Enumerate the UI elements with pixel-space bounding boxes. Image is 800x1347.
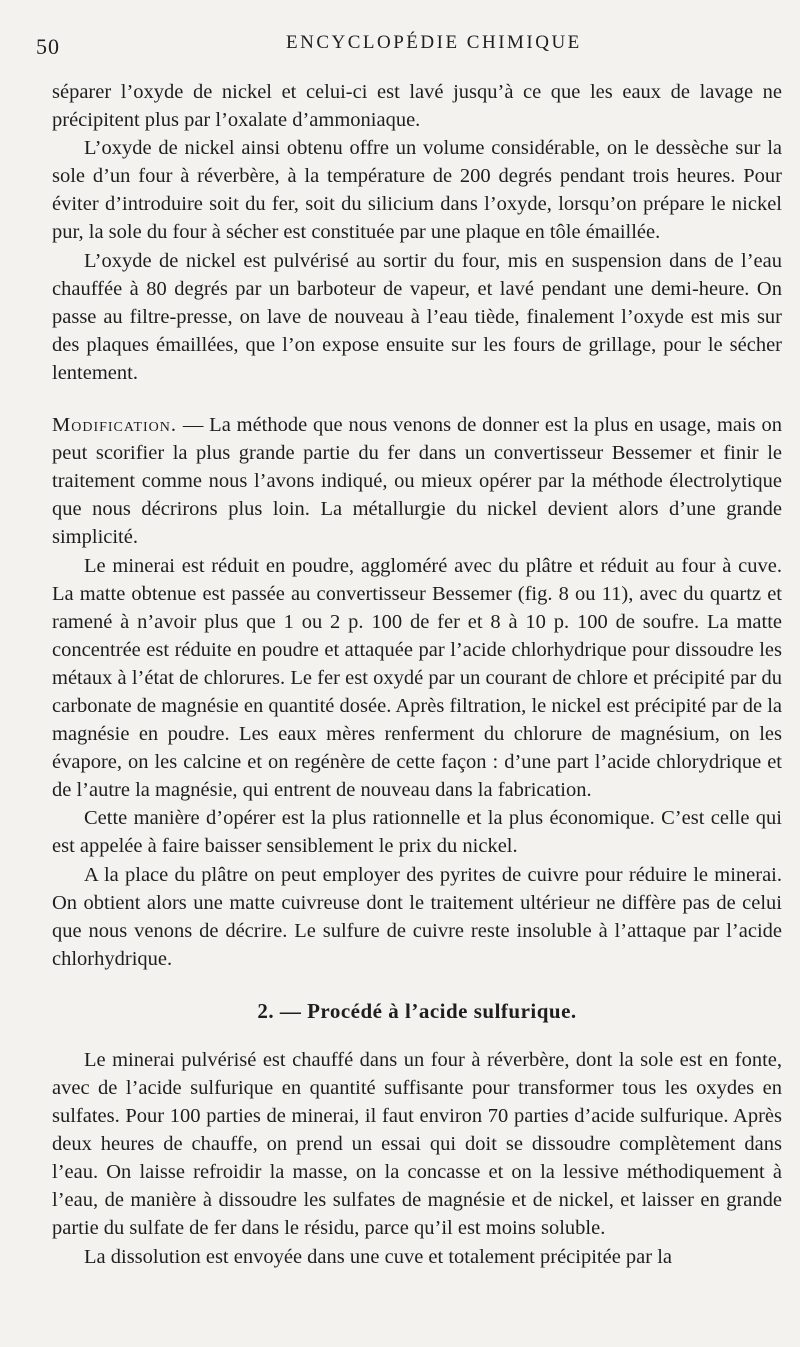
- paragraph-8: Le minerai pulvérisé est chauffé dans un four à réverbère, dont la sole est en fonte, avec de l’acide sulfurique en quantité suffisante pour transformer tous les oxydes en sulfates. Pour 100 parties de minerai, il faut environ 70 parties d’acide sulfurique. Après deux heures de chauffe, on prend un essai qui doit se dissoudre complètement dans l’eau. On laisse refroidir la masse, on la concasse et on la lessive méthodiquement à l’eau, de manière à dissoudre les sulfates de magnésie et de nickel, et laisser en grande partie du sulfate de fer dans le résidu, parce qu’il est moins soluble.: [52, 1048, 782, 1240]
- paragraph-modification: [52, 411, 782, 551]
- section-heading: 2. — Procédé à l’acide sulfurique.: [257, 998, 577, 1023]
- paragraph-3: L’oxyde de nickel est pulvérisé au sortir du four, mis en suspension dans de l’eau chauffée à 80 degrés par un barboteur de vapeur, et lavé pendant une demi-heure. On passe au filtre-presse, on lave de nouveau à l’eau tiède, finalement l’oxyde est mis sur des plaques émaillées, que l’on expose ensuite sur les fours de grillage, pour le sécher lentement.: [52, 249, 782, 384]
- paragraph-7: A la place du plâtre on peut employer des pyrites de cuivre pour réduire le minerai. On obtient alors une matte cuivreuse dont le traitement ultérieur ne diffère pas de celui que nous venons de décrire. Le sulfure de cuivre reste insoluble à l’attaque par l’acide chlorhydrique.: [52, 863, 782, 970]
- paragraph-6: Cette manière d’opérer est la plus rationnelle et la plus économique. C’est celle qui est appelée à faire baisser sensiblement le prix du nickel.: [52, 807, 782, 858]
- modification-text: — La méthode que nous venons de donner est la plus en usage, mais on peut scorifier la plus grande partie du fer dans un convertisseur Bessemer et finir le traitement comme nous l’avons indiqué, ou mieux opérer par la méthode électrolytique que nous décrirons plus loin. La métallurgie du nickel devient alors d’une grande simplicité.: [52, 414, 782, 549]
- paragraph-2: L’oxyde de nickel ainsi obtenu offre un volume considérable, on le dessèche sur la sole d’un four à réverbère, à la température de 200 degrés pendant trois heures. Pour éviter d’introduire soit du fer, soit du silicium dans l’oxyde, lorsqu’on prépare le nickel pur, la sole du four à sécher est constituée par une plaque en tôle émaillée.: [52, 137, 782, 244]
- page-number: 50: [36, 34, 60, 59]
- paragraph-5: Le minerai est réduit en poudre, aggloméré avec du plâtre et réduit au four à cuve. La matte obtenue est passée au convertisseur Bessemer (fig. 8 ou 11), avec du quartz et ramené à n’avoir plus que 1 ou 2 p. 100 de fer et 8 à 10 p. 100 de soufre. La matte concentrée est réduite en poudre et attaquée par l’acide chlorhydrique pour dissoudre les métaux à l’état de chlorures. Le fer est oxydé par un courant de chlore et précipité par du carbonate de magnésie en quantité dosée. Après filtration, le nickel est précipité par de la magnésie en poudre. Les eaux mères renferment du chlorure de magnésium, on les évapore, on les calcine et on regénère de cette façon : d’une part l’acide chlorydrique et de l’autre la magnésie, qui entrent de nouveau dans la fabrication.: [52, 554, 782, 802]
- page-header: [36, 30, 780, 60]
- paragraph-9: La dissolution est envoyée dans une cuve et totalement précipitée par la: [84, 1245, 673, 1268]
- body-text: [52, 78, 782, 1271]
- paragraph-1: séparer l’oxyde de nickel et celui-ci est lavé jusqu’à ce que les eaux de lavage ne précipitent plus par l’oxalate d’ammoniaque.: [52, 81, 782, 132]
- modification-label: Modification.: [52, 414, 178, 437]
- running-title: ENCYCLOPÉDIE CHIMIQUE: [286, 32, 582, 53]
